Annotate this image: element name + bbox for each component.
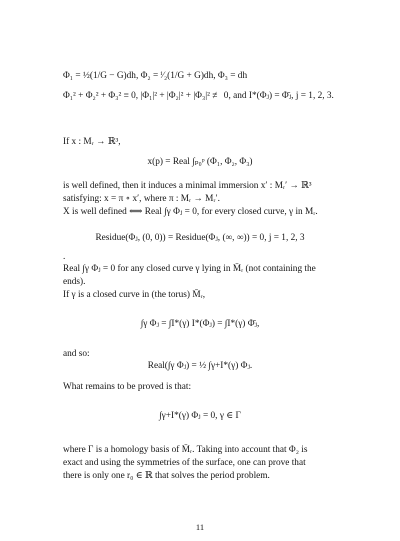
- text-line: satisfying: x = π ∘ x′, where π : Mᵣ → Mᵣ′.: [63, 194, 220, 204]
- text-line: and so:: [63, 349, 90, 359]
- x-of-p-equation: x(p) = Real ∫ₚ₀ᵖ (Φ₁, Φ₂, Φ₃): [147, 157, 253, 167]
- real-integral-equation: Real(∫γ Φⱼ) = ½ ∫γ+I*(γ) Φⱼ.: [147, 361, 253, 371]
- text-line: If γ is a closed curve in (the torus) M̄ᵣ,: [63, 290, 206, 300]
- text-line: exact and using the symmetries of the surface, one can prove that: [63, 458, 306, 468]
- integral-equation: ∫γ Φⱼ = ∫I*(γ) I*(Φⱼ) = ∫I*(γ) Φ̄ⱼ,: [140, 319, 260, 329]
- phi-conditions: Φ₁² + Φ₂² + Φ₃² ≡ 0, |Φ₁|² + |Φ₂|² + |Φ₃|² ≢ 0, and I*(Φⱼ) = Φ̄ⱼ, j = 1, 2, 3.: [63, 91, 334, 101]
- phi-definitions: Φ₁ = ½(1/G − G)dh, Φ₂ = ⁱ⁄₂(1/G + G)dh, Φ₃ = dh: [63, 71, 248, 81]
- text-line: where Γ is a homology basis of M̄ᵣ. Taking into account that Φ₂ is: [63, 445, 308, 455]
- period-equation: ∫γ+I*(γ) Φⱼ = 0, γ ∈ Γ: [159, 411, 241, 421]
- if-x-statement: If x : Mᵣ → ℝ³,: [63, 137, 121, 147]
- page-number: 11: [195, 522, 205, 532]
- residue-equation: Residue(Φⱼ, (0, 0)) = Residue(Φⱼ, (∞, ∞)) = 0, j = 1, 2, 3: [95, 233, 305, 243]
- dot: .: [63, 252, 66, 262]
- text-line: there is only one r₀ ∈ ℝ that solves the period problem.: [63, 471, 270, 481]
- text-line: What remains to be proved is that:: [63, 382, 192, 392]
- text-line: X is well defined ⟺ Real ∫γ Φⱼ = 0, for every closed curve, γ in Mᵣ.: [63, 207, 318, 217]
- text-line: Real ∫γ Φⱼ = 0 for any closed curve γ lying in M̄ᵣ (not containing the: [63, 264, 316, 274]
- text-line: is well defined, then it induces a minimal immersion x′ : Mᵣ′ → ℝ³: [63, 181, 312, 191]
- text-line: ends).: [63, 277, 86, 287]
